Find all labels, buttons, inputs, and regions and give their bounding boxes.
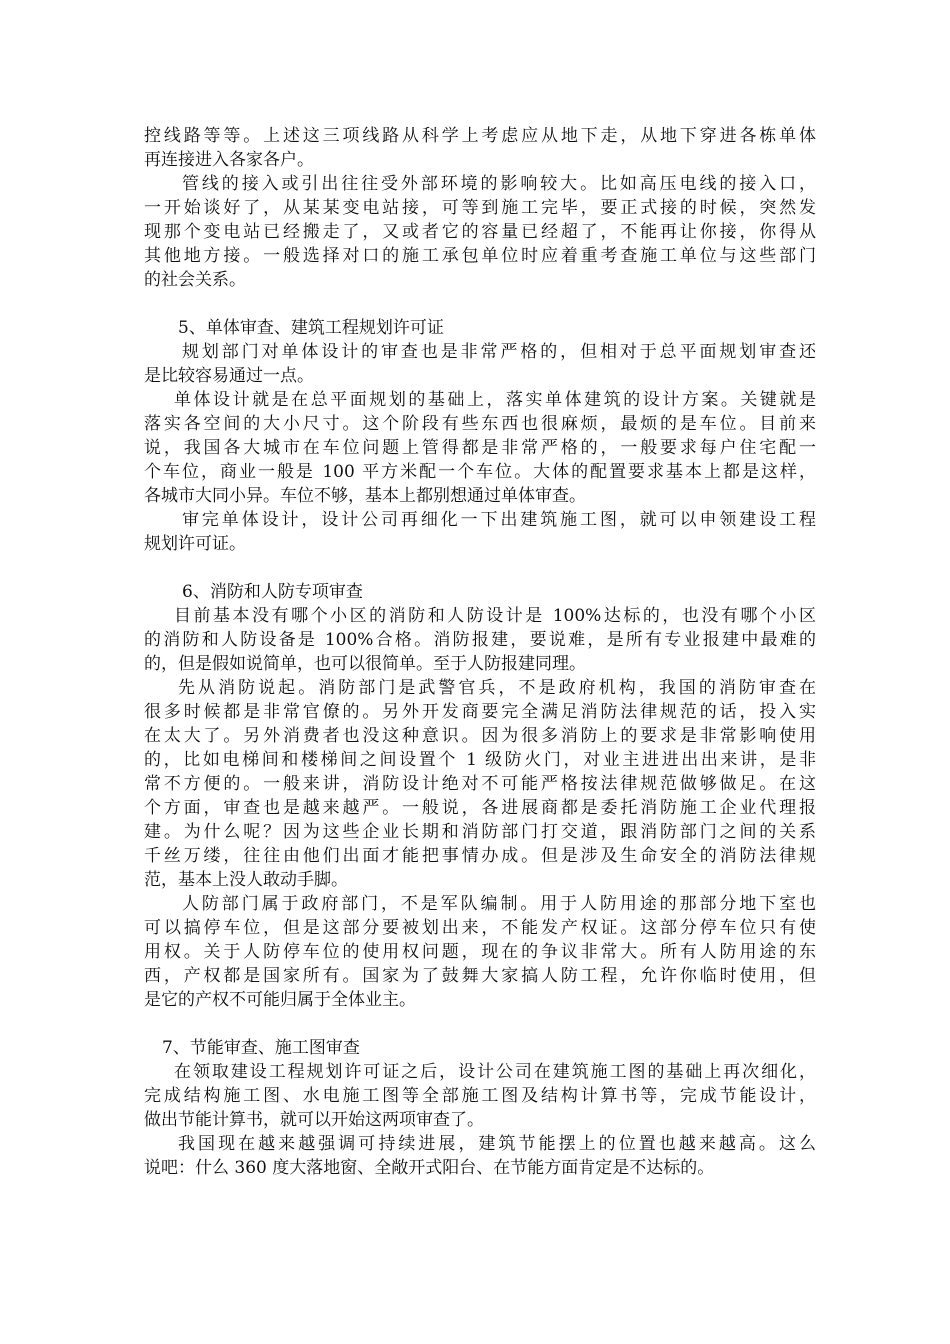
blank-line [144,1012,816,1036]
paragraph-line: 很多时候都是非常官僚的。另外开发商要完全满足消防法律规范的话，投入实 [144,702,816,722]
paragraph-line: 先从消防说起。消防部门是武警官兵，不是政府机构，我国的消防审查在 [178,678,816,698]
paragraph-line: 规划部门对单体设计的审查也是非常严格的，但相对于总平面规划审查还 [182,342,816,362]
blank-line [144,292,816,316]
paragraph-line: 可以搞停车位，但是这部分要被划出来，不能发产权证。这部分停车位只有使 [144,918,816,938]
paragraph-line: 审完单体设计，设计公司再细化一下出建筑施工图，就可以申领建设工程 [182,510,816,530]
paragraph-line: 人防部门属于政府部门，不是军队编制。用于人防用途的那部分地下室也 [182,894,816,914]
paragraph-line: 常不方便的。一般来讲，消防设计绝对不可能严格按法律规范做够做足。在这 [144,774,816,794]
paragraph [144,1060,816,1132]
paragraph-line: 个车位，商业一般是 100 平方米配一个车位。大体的配置要求基本上都是这样， [144,462,816,482]
paragraph-line: 我国现在越来越强调可持续进展，建筑节能摆上的位置也越来越高。这么 [178,1134,816,1154]
paragraph-line: 的社会关系。 [144,270,246,290]
paragraph-line: 是比较容易通过一点。 [144,366,314,386]
paragraph-line: 说，我国各大城市在车位问题上管得都是非常严格的，一般要求每户住宅配一 [144,438,816,458]
paragraph-line: 说吧：什么 360 度大落地窗、全敞开式阳台、在节能方面肯定是不达标的。 [144,1158,715,1178]
paragraph-line: 单体设计就是在总平面规划的基础上，落实单体建筑的设计方案。关键就是 [174,390,816,410]
paragraph-line: 一开始谈好了，从某某变电站接，可等到施工完毕，要正式接的时候，突然发 [144,198,816,218]
paragraph-line: 做出节能计算书，就可以开始这两项审查了。 [144,1110,484,1130]
paragraph-line: 其他地方接。一般选择对口的施工承包单位时应着重考查施工单位与这些部门 [144,246,816,266]
section-heading: 5、单体审查、建筑工程规划许可证 [178,318,444,338]
paragraph-line: 现那个变电站已经搬走了，又或者它的容量已经超了，不能再让你接，你得从 [144,222,816,242]
paragraph [144,1132,816,1180]
paragraph-line: 千丝万缕，往往由他们出面才能把事情办成。但是涉及生命安全的消防法律规 [144,846,816,866]
document-page [144,124,816,1180]
paragraph-line: 的消防和人防设备是 100%合格。消防报建，要说难，是所有专业报建中最难的 [144,630,816,650]
paragraph [144,508,816,556]
paragraph [144,676,816,892]
paragraph [144,172,816,292]
paragraph-line: 在太大了。另外消费者也没这种意识。因为很多消防上的要求是非常影响使用 [144,726,816,746]
paragraph-line: 的，比如电梯间和楼梯间之间设置个 1 级防火门，对业主进进出出来讲，是非 [144,750,816,770]
paragraph-line: 各城市大同小异。车位不够，基本上都别想通过单体审查。 [144,486,586,506]
paragraph-line: 管线的接入或引出往往受外部环境的影响较大。比如高压电线的接入口， [182,174,816,194]
section-heading: 6、消防和人防专项审查 [182,582,363,602]
paragraph-line: 规划许可证。 [144,534,246,554]
paragraph-line: 目前基本没有哪个小区的消防和人防设计是 100%达标的，也没有哪个小区 [174,606,816,626]
paragraph [144,892,816,1012]
paragraph-line: 在领取建设工程规划许可证之后，设计公司在建筑施工图的基础上再次细化， [174,1062,816,1082]
paragraph [144,388,816,508]
paragraph-line: 个方面，审查也是越来越严。一般说，各进展商都是委托消防施工企业代理报 [144,798,816,818]
paragraph-line: 的，但是假如说简单，也可以很简单。至于人防报建同理。 [144,654,586,674]
paragraph-line: 建。为什么呢？因为这些企业长期和消防部门打交道，跟消防部门之间的关系 [144,822,816,842]
paragraph-line: 用权。关于人防停车位的使用权问题，现在的争议非常大。所有人防用途的东 [144,942,816,962]
paragraph-line: 完成结构施工图、水电施工图等全部施工图及结构计算书等，完成节能设计， [144,1086,816,1106]
paragraph-line: 再连接进入各家各户。 [144,150,314,170]
paragraph [144,340,816,388]
paragraph-line: 范，基本上没人敢动手脚。 [144,870,348,890]
paragraph [144,604,816,676]
paragraph-line: 是它的产权不可能归属于全体业主。 [144,990,416,1010]
paragraph-line: 落实各空间的大小尺寸。这个阶段有些东西也很麻烦，最烦的是车位。目前来 [144,414,816,434]
blank-line [144,556,816,580]
paragraph-line: 控线路等等。上述这三项线路从科学上考虑应从地下走，从地下穿进各栋单体 [144,126,816,146]
paragraph [144,124,816,172]
paragraph-line: 西，产权都是国家所有。国家为了鼓舞大家搞人防工程，允许你临时使用，但 [144,966,816,986]
section-heading: 7、节能审查、施工图审查 [162,1038,360,1058]
